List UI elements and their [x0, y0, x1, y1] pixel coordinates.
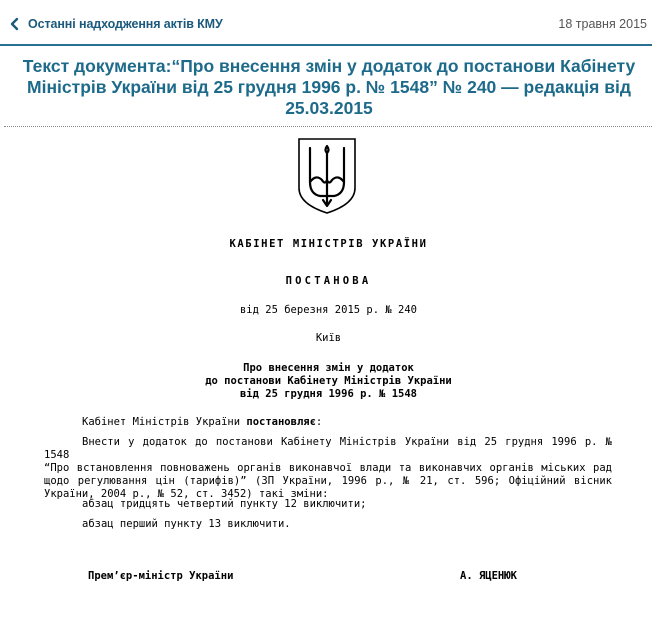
- chevron-left-icon: [8, 16, 22, 32]
- ukraine-trident-emblem-icon: [296, 136, 358, 216]
- document-type: ПОСТАНОВА: [285, 275, 372, 287]
- amendment-item: абзац тридцять четвертий пункту 12 виключити;: [82, 498, 367, 510]
- back-link[interactable]: [8, 16, 223, 32]
- body-paragraph: [44, 436, 612, 501]
- subject-line: до постанови Кабінету Міністрів України: [205, 375, 452, 387]
- back-link-label[interactable]: Останні надходження актів КМУ: [28, 17, 223, 31]
- document-city: Київ: [315, 332, 342, 344]
- resolves-word: постановляє: [246, 416, 316, 428]
- issuer-heading: КАБІНЕТ МІНІСТРІВ УКРАЇНИ: [229, 238, 428, 250]
- top-bar: [0, 0, 657, 46]
- amendment-item: абзац перший пункту 13 виключити.: [82, 518, 291, 530]
- signatory-position: Прем’єр-міністр України: [88, 570, 234, 582]
- document-subject: [0, 362, 657, 401]
- resolves-suffix: :: [315, 416, 323, 428]
- body-first-line: Внести у додаток до постанови Кабінету Міністрів України від 25 грудня 1996 р. № 1548: [44, 436, 612, 461]
- signatory-name: А. ЯЦЕНЮК: [460, 570, 517, 582]
- subject-line: Про внесення змін у додаток: [243, 362, 414, 374]
- document-date-number: від 25 березня 2015 р. № 240: [239, 304, 417, 316]
- document-title: Текст документа:“Про внесення змін у додаток до постанови Кабінету Міністрів України від 25 грудня 1996 р. № 1548” № 240 — редакція від 25.03.2015: [22, 56, 636, 118]
- title-divider: [4, 126, 652, 127]
- body-rest: “Про встановлення повноважень органів виконавчої влади та виконавчих органів міських рад щодо регулювання цін (тарифів)” (ЗП України, 1996 р., № 21, ст. 596; Офіційний вісник України, 2004 р., № 52, ст. 3452) такі зміни:: [44, 462, 612, 500]
- resolves-paragraph: [82, 416, 322, 429]
- publication-date: 18 травня 2015: [558, 17, 647, 31]
- header-divider: [0, 44, 652, 46]
- subject-line: від 25 грудня 1996 р. № 1548: [239, 388, 417, 400]
- resolves-prefix: Кабінет Міністрів України: [82, 416, 247, 428]
